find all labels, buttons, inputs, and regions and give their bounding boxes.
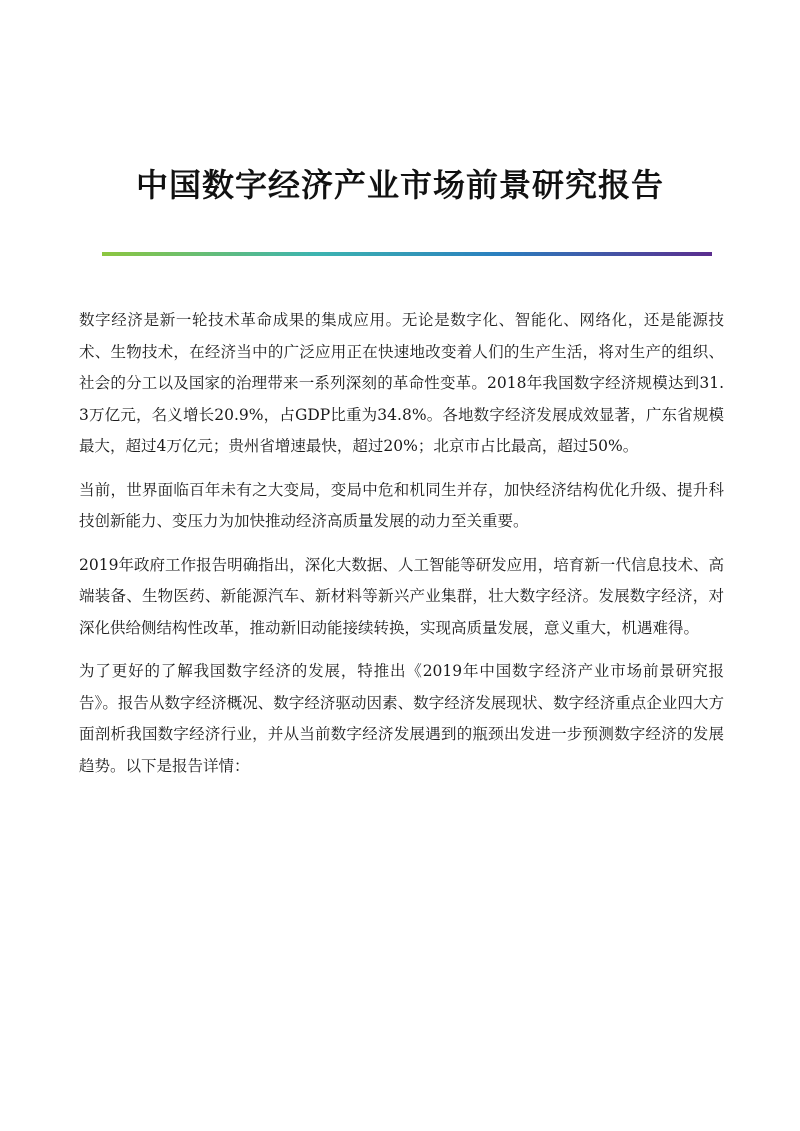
- document-title: 中国数字经济产业市场前景研究报告: [135, 166, 664, 204]
- paragraph-government-report: 2019年政府工作报告明确指出，深化大数据、人工智能等研发应用，培育新一代信息技术、高端装备、生物医药、新能源汽车、新材料等新兴产业集群，壮大数字经济。发展数字经济，对深化供给侧结构性改革，推动新旧动能接续转换，实现高质量发展，意义重大，机遇难得。: [79, 555, 724, 637]
- document-body: [79, 305, 724, 794]
- title-divider: [102, 252, 712, 256]
- paragraph-current-situation: 当前，世界面临百年未有之大变局，变局中危和机同生并存，加快经济结构优化升级、提升科技创新能力、变压力为加快推动经济高质量发展的动力至关重要。: [79, 480, 724, 530]
- paragraph-report-overview: 为了更好的了解我国数字经济的发展，特推出《2019年中国数字经济产业市场前景研究报告》。报告从数字经济概况、数字经济驱动因素、数字经济发展现状、数字经济重点企业四大方面剖析我国数字经济行业，并从当前数字经济发展遇到的瓶颈出发进一步预测数字经济的发展趋势。以下是报告详情：: [79, 662, 724, 775]
- paragraph-intro: 数字经济是新一轮技术革命成果的集成应用。无论是数字化、智能化、网络化，还是能源技术、生物技术，在经济当中的广泛应用正在快速地改变着人们的生产生活，将对生产的组织、社会的分工以及国家的治理带来一系列深刻的革命性变革。2018年我国数字经济规模达到31.3万亿元，名义增长20.9%，占GDP比重为34.8%。各地数字经济发展成效显著，广东省规模最大，超过4万亿元；贵州省增速最快，超过20%；北京市占比最高，超过50%。: [79, 311, 724, 455]
